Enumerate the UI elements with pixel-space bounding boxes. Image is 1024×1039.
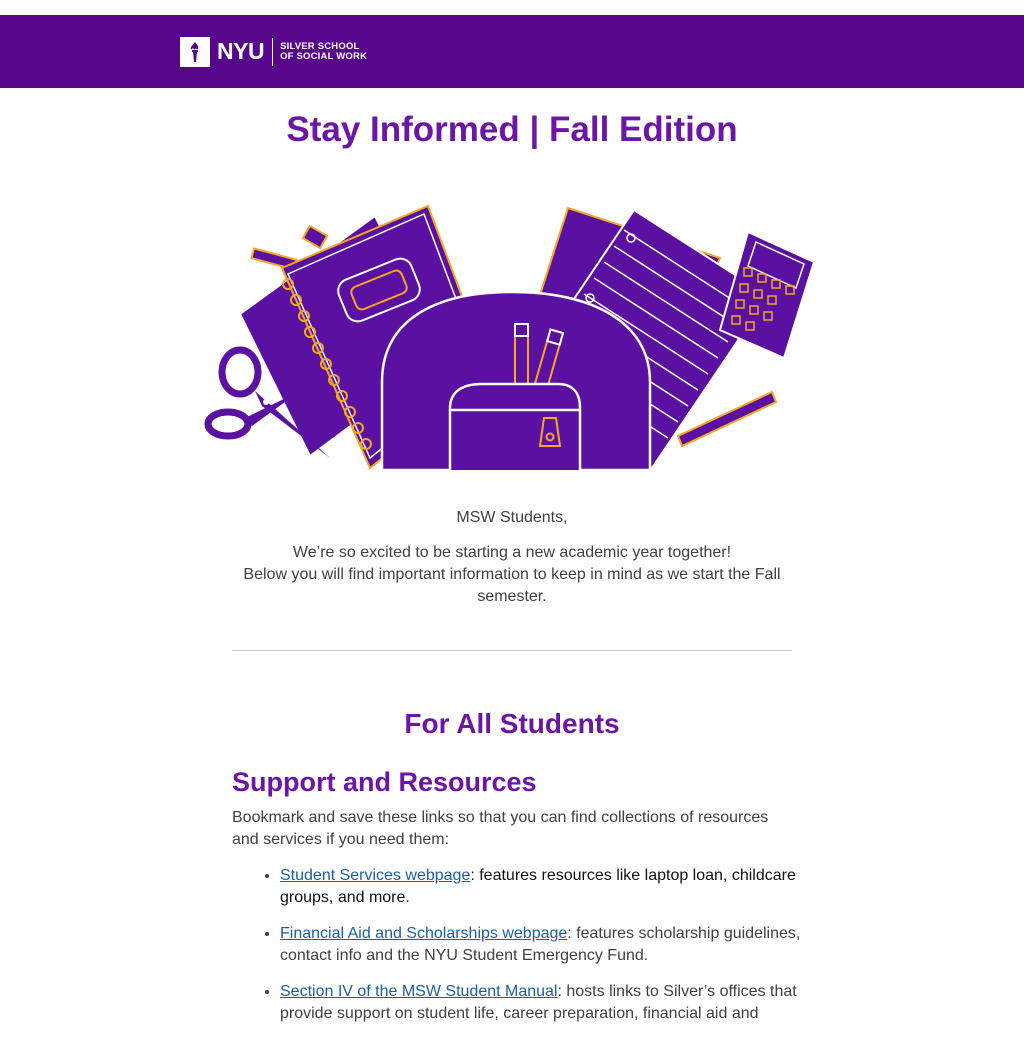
logo-school-line2: OF SOCIAL WORK bbox=[280, 50, 368, 62]
list-item bbox=[280, 923, 845, 967]
student-services-description: : features resources like laptop loan, childcare groups, and more. bbox=[280, 867, 796, 906]
top-margin bbox=[0, 0, 1024, 15]
intro-line-1: We’re so excited to be starting a new academic year together! bbox=[292, 544, 732, 561]
support-lead-text: Bookmark and save these links so that you can find collections of resources and services if you need them: bbox=[232, 809, 769, 848]
school-supplies-illustration bbox=[200, 196, 824, 472]
torch-icon bbox=[180, 37, 210, 67]
greeting: MSW Students, bbox=[456, 509, 568, 526]
logo-nyu-text: NYU bbox=[217, 38, 265, 64]
financial-aid-link[interactable]: Financial Aid and Scholarships webpage bbox=[280, 925, 568, 942]
for-all-students-heading: For All Students bbox=[404, 708, 620, 739]
student-manual-link[interactable]: Section IV of the MSW Student Manual bbox=[280, 983, 558, 1000]
student-manual-description: : hosts links to Silver’s offices that provide support on student life, career preparation, financial aid and bbox=[280, 983, 797, 1022]
logo-divider bbox=[272, 38, 273, 66]
list-item bbox=[280, 865, 845, 909]
section-divider bbox=[232, 650, 792, 651]
page-title: Stay Informed | Fall Edition bbox=[286, 110, 738, 149]
student-services-link[interactable]: Student Services webpage bbox=[280, 867, 471, 884]
resources-list bbox=[232, 865, 845, 1039]
support-resources-heading: Support and Resources bbox=[232, 767, 537, 797]
nyu-silver-logo[interactable] bbox=[180, 37, 740, 67]
financial-aid-description: : features scholarship guidelines, contact info and the NYU Student Emergency Fund. bbox=[280, 925, 801, 964]
intro-line-2: Below you will find important information to keep in mind as we start the Fall semester. bbox=[243, 566, 781, 605]
logo-school-line1: SILVER SCHOOL bbox=[280, 40, 360, 52]
logo-school-name bbox=[280, 42, 367, 62]
intro-message bbox=[232, 507, 792, 608]
backpack-icon bbox=[382, 292, 650, 470]
list-item bbox=[280, 981, 845, 1025]
email-header bbox=[0, 15, 1024, 88]
